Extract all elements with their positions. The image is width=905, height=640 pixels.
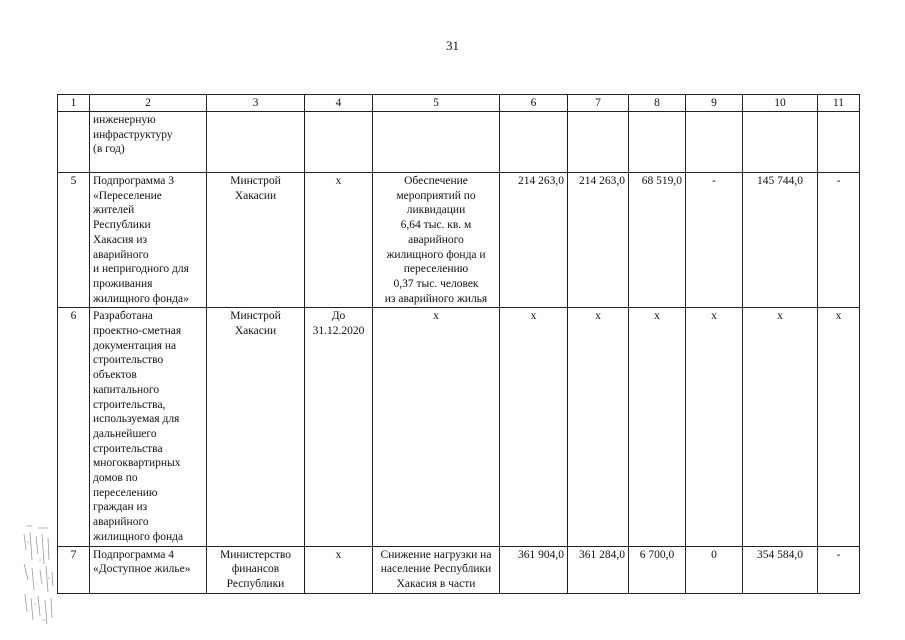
- header-row: [58, 95, 860, 112]
- deadline-cell: x: [305, 173, 373, 308]
- table-row: [58, 546, 860, 593]
- value-cell: x: [818, 308, 860, 546]
- header-cell: 10: [743, 95, 818, 112]
- header-cell: 5: [373, 95, 500, 112]
- header-cell: 4: [305, 95, 373, 112]
- row-number-cell: [58, 112, 90, 173]
- value-cell: x: [743, 308, 818, 546]
- value-cell: 68 519,0: [629, 173, 686, 308]
- value-cell: x: [629, 308, 686, 546]
- value-cell: -: [818, 173, 860, 308]
- result-cell: [373, 112, 500, 173]
- header-cell: 6: [500, 95, 568, 112]
- value-cell: [568, 112, 629, 173]
- value-cell: x: [686, 308, 743, 546]
- row-number-cell: 6: [58, 308, 90, 546]
- header-cell: 3: [207, 95, 305, 112]
- row-number-cell: 5: [58, 173, 90, 308]
- responsible-cell: [207, 112, 305, 173]
- value-cell: 354 584,0: [743, 546, 818, 593]
- value-cell: [743, 112, 818, 173]
- value-cell: 0: [686, 546, 743, 593]
- responsible-cell: Минстрой Хакасии: [207, 173, 305, 308]
- value-cell: [629, 112, 686, 173]
- name-cell: Подпрограмма 3 «Переселение жителей Республики Хакасия из аварийного и непригодного для проживания жилищного фонда»: [90, 173, 207, 308]
- result-cell: x: [373, 308, 500, 546]
- name-cell: инженерную инфраструктуру (в год): [90, 112, 207, 173]
- header-cell: 9: [686, 95, 743, 112]
- deadline-cell: x: [305, 546, 373, 593]
- deadline-cell: [305, 112, 373, 173]
- value-cell: 6 700,0: [629, 546, 686, 593]
- responsible-cell: Министерство финансов Республики: [207, 546, 305, 593]
- table-row: [58, 173, 860, 308]
- row-number-cell: 7: [58, 546, 90, 593]
- value-cell: -: [686, 173, 743, 308]
- value-cell: [500, 112, 568, 173]
- value-cell: [818, 112, 860, 173]
- value-cell: 361 904,0: [500, 546, 568, 593]
- value-cell: x: [500, 308, 568, 546]
- value-cell: 214 263,0: [568, 173, 629, 308]
- value-cell: [686, 112, 743, 173]
- name-cell: Подпрограмма 4 «Доступное жилье»: [90, 546, 207, 593]
- page-number: 31: [446, 38, 459, 53]
- result-cell: Обеспечение мероприятий по ликвидации 6,64 тыс. кв. м аварийного жилищного фонда и переселению 0,37 тыс. человек из аварийного жилья: [373, 173, 500, 308]
- name-cell: Разработана проектно-сметная документация на строительство объектов капитального строительства, используемая для дальнейшего строительства многоквартирных домов по переселению граждан из аварийного жилищного фонда: [90, 308, 207, 546]
- program-table: [57, 94, 860, 594]
- header-cell: 7: [568, 95, 629, 112]
- table-row: [58, 112, 860, 173]
- value-cell: 214 263,0: [500, 173, 568, 308]
- deadline-cell: До 31.12.2020: [305, 308, 373, 546]
- value-cell: x: [568, 308, 629, 546]
- header-cell: 1: [58, 95, 90, 112]
- header-cell: 2: [90, 95, 207, 112]
- value-cell: 145 744,0: [743, 173, 818, 308]
- header-cell: 11: [818, 95, 860, 112]
- responsible-cell: Минстрой Хакасии: [207, 308, 305, 546]
- header-cell: 8: [629, 95, 686, 112]
- value-cell: 361 284,0: [568, 546, 629, 593]
- value-cell: -: [818, 546, 860, 593]
- table-row: [58, 308, 860, 546]
- result-cell: Снижение нагрузки на население Республики Хакасия в части: [373, 546, 500, 593]
- margin-stamp-mark: [18, 520, 58, 630]
